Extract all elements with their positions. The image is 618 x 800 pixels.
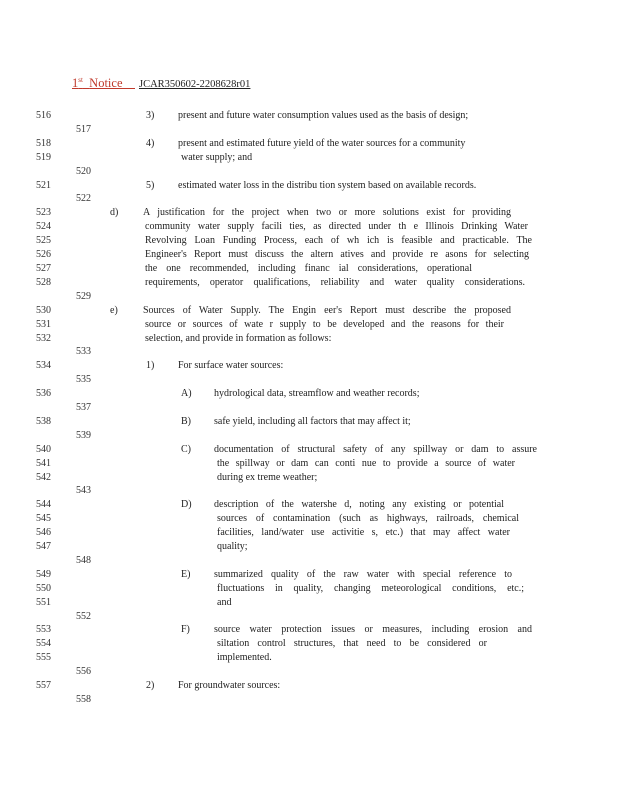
line-number: 532 xyxy=(36,333,51,344)
line-number: 540 xyxy=(36,444,51,455)
line-number: 544 xyxy=(36,499,51,510)
item-text: Sources of Water Supply. The Engin eer's Report must describe the proposed xyxy=(143,305,511,316)
item-label: 2) xyxy=(146,680,155,691)
item-text: Engineer's Report must discuss the altern atives and provide re asons for selecting xyxy=(145,249,529,260)
line-number: 529 xyxy=(76,291,91,302)
line-number: 533 xyxy=(76,346,91,357)
line-number: 524 xyxy=(36,221,51,232)
item-label: F) xyxy=(181,624,190,635)
page-header xyxy=(72,76,250,91)
line-number: 556 xyxy=(76,666,91,677)
item-text: safe yield, including all factors that may affect it; xyxy=(214,416,411,427)
document-id: JCAR350602-2208628r01 xyxy=(139,79,251,91)
line-number: 516 xyxy=(36,110,51,121)
item-text: the spillway or dam can conti nue to provide a source of water xyxy=(217,458,515,469)
item-label: 1) xyxy=(146,360,155,371)
item-text: present and estimated future yield of the water sources for a community xyxy=(178,138,466,149)
line-number: 525 xyxy=(36,235,51,246)
item-text: and xyxy=(217,597,232,608)
line-number: 554 xyxy=(36,638,51,649)
item-text: source water protection issues or measures, including erosion and xyxy=(214,624,532,635)
line-number: 521 xyxy=(36,180,51,191)
line-number: 557 xyxy=(36,680,51,691)
line-number: 545 xyxy=(36,513,51,524)
item-text: quality; xyxy=(217,541,248,552)
line-number: 537 xyxy=(76,402,91,413)
item-text: during ex treme weather; xyxy=(217,472,318,483)
item-text: sources of contamination (such as highways, railroads, chemical xyxy=(217,513,519,524)
item-text: documentation of structural safety of any spillway or dam to assure xyxy=(214,444,537,455)
item-text: estimated water loss in the distribu tion system based on available records. xyxy=(178,180,477,191)
item-label: C) xyxy=(181,444,191,455)
line-number: 539 xyxy=(76,430,91,441)
item-label: D) xyxy=(181,499,192,510)
item-label: d) xyxy=(110,207,119,218)
line-number: 535 xyxy=(76,374,91,385)
line-number: 534 xyxy=(36,360,51,371)
item-text: present and future water consumption values used as the basis of design; xyxy=(178,110,469,121)
line-number: 523 xyxy=(36,207,51,218)
line-number: 517 xyxy=(76,124,91,135)
line-number: 551 xyxy=(36,597,51,608)
line-number: 536 xyxy=(36,388,51,399)
item-text: the one recommended, including financ ial considerations, operational xyxy=(145,263,472,274)
line-number: 552 xyxy=(76,611,91,622)
item-label: B) xyxy=(181,416,191,427)
line-number: 547 xyxy=(36,541,51,552)
line-number: 518 xyxy=(36,138,51,149)
item-text: summarized quality of the raw water with special reference to xyxy=(214,569,512,580)
line-number: 549 xyxy=(36,569,51,580)
line-number: 550 xyxy=(36,583,51,594)
item-label: E) xyxy=(181,569,191,580)
item-text: fluctuations in quality, changing meteorological conditions, etc.; xyxy=(217,583,524,594)
item-label: A) xyxy=(181,388,192,399)
line-number: 519 xyxy=(36,152,51,163)
item-text: water supply; and xyxy=(181,152,253,163)
item-text: community water supply facili ties, as directed under th e Illinois Drinking Water xyxy=(145,221,528,232)
item-text: facilities, land/water use activitie s, etc.) that may affect water xyxy=(217,527,510,538)
notice-suffix: st xyxy=(78,76,83,84)
line-number: 543 xyxy=(76,485,91,496)
line-number: 538 xyxy=(36,416,51,427)
line-number: 530 xyxy=(36,305,51,316)
notice-label xyxy=(72,76,135,90)
line-number: 553 xyxy=(36,624,51,635)
item-text: selection, and provide in formation as follows: xyxy=(145,333,332,344)
line-number: 527 xyxy=(36,263,51,274)
item-text: requirements, operator qualifications, reliability and water quality considerations. xyxy=(145,277,525,288)
line-number: 522 xyxy=(76,193,91,204)
item-text: A justification for the project when two or more solutions exist for providing xyxy=(143,207,511,218)
line-number: 528 xyxy=(36,277,51,288)
item-label: 5) xyxy=(146,180,155,191)
item-text: implemented. xyxy=(217,652,272,663)
line-number: 541 xyxy=(36,458,51,469)
item-text: For groundwater sources: xyxy=(178,680,281,691)
notice-word: Notice xyxy=(89,76,123,91)
line-number: 542 xyxy=(36,472,51,483)
line-number: 548 xyxy=(76,555,91,566)
item-text: For surface water sources: xyxy=(178,360,284,371)
item-text: hydrological data, streamflow and weather records; xyxy=(214,388,420,399)
item-label: 4) xyxy=(146,138,155,149)
item-text: source or sources of wate r supply to be developed and the reasons for their xyxy=(145,319,504,330)
line-number: 531 xyxy=(36,319,51,330)
item-text: siltation control structures, that need to be considered or xyxy=(217,638,487,649)
line-number: 555 xyxy=(36,652,51,663)
notice-number: 1 xyxy=(72,76,79,91)
line-number: 520 xyxy=(76,166,91,177)
line-number: 546 xyxy=(36,527,51,538)
item-label: e) xyxy=(110,305,118,316)
line-number: 558 xyxy=(76,694,91,705)
item-text: Revolving Loan Funding Process, each of wh ich is feasible and practicable. The xyxy=(145,235,532,246)
line-number: 526 xyxy=(36,249,51,260)
item-text: description of the watershe d, noting any existing or potential xyxy=(214,499,504,510)
item-label: 3) xyxy=(146,110,155,121)
